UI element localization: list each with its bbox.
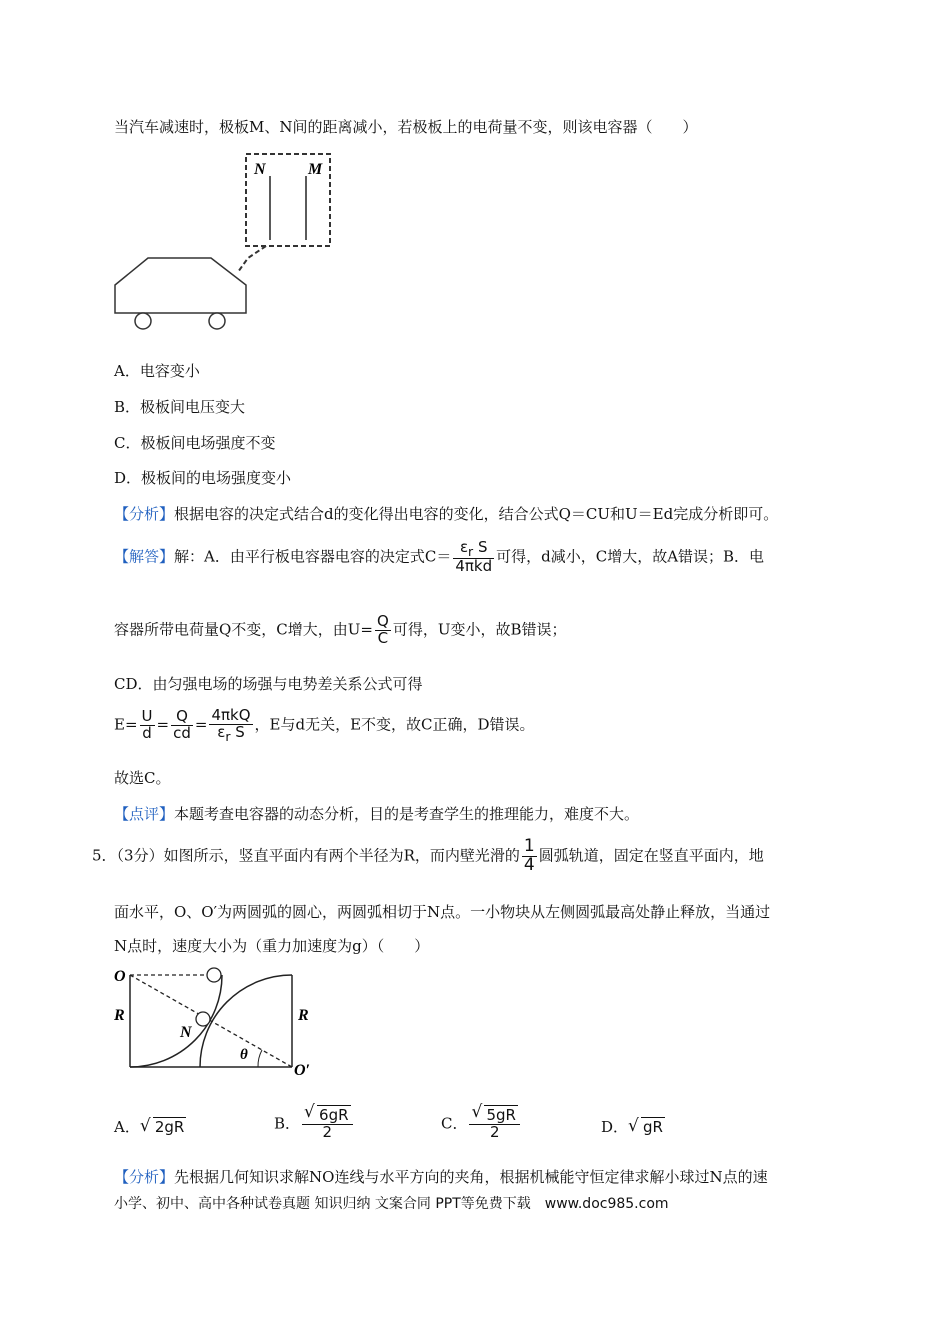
cap-den: 4πkd [455, 557, 493, 576]
eps-sub-2: r [225, 728, 231, 744]
b-fraction [302, 1102, 353, 1141]
comment-text: 本题考查电容器的动态分析，目的是考查学生的推理能力，难度不大。 [174, 805, 640, 823]
q4-option-b: B．极板间电压变大 [114, 398, 246, 416]
rad-6gr: 6gR [319, 1106, 349, 1124]
label-theta: θ [240, 1047, 248, 1063]
q-num-2: Q [171, 709, 193, 726]
eps-2: ε [217, 722, 226, 741]
answer-text-4-tail: ，E与d无关，E不变，故C正确，D错误。 [254, 715, 535, 734]
sqrt-2gr: √ 2gR [139, 1116, 185, 1136]
o-to-o-prime-line [130, 975, 292, 1067]
arc-track-figure [108, 965, 328, 1080]
d-den: d [142, 723, 152, 742]
q4-comment [114, 803, 639, 824]
label-r-right: R [298, 1007, 309, 1024]
theta-arc [258, 1050, 262, 1067]
q4-answer-line3: CD．由匀强电场的场强与电势差关系公式可得 [114, 675, 423, 693]
q5-stem-line2: 面水平，O、O′为两圆弧的圆心，两圆弧相切于N点。一小物块从左侧圆弧最高处静止释放，当通过 [114, 903, 771, 921]
sqrt-6gr: √ 6gR [304, 1102, 349, 1124]
analysis-tag: 【分析】 [114, 505, 175, 523]
page-footer: 小学、初中、高中各种试卷真题 知识归纳 文案合同 PPT等免费下载 www.doc985.com [114, 1196, 669, 1212]
eps-sub: r [468, 544, 474, 559]
c-den-2: 2 [489, 1123, 500, 1141]
4pikq-num: 4πkQ [211, 706, 251, 724]
label-n: N [254, 161, 266, 178]
area-s: S [477, 538, 488, 556]
answer-text-1b: 可得，d减小，C增大，故A错误；B．电 [496, 547, 765, 566]
label-m: M [308, 161, 323, 178]
answer-tag: 【解答】 [114, 547, 175, 566]
q4-option-d: D．极板间的电场强度变小 [114, 469, 292, 487]
area-s-2: S [235, 722, 245, 741]
q5-analysis-text: 先根据几何知识求解NO连线与水平方向的夹角，根据机械能守恒定律求解小球过N点的速 [174, 1168, 768, 1186]
block-start [207, 968, 221, 982]
sqrt-gr: √ gR [628, 1116, 663, 1136]
label-n-point: N [180, 1024, 192, 1041]
rad-5gr: 5gR [486, 1106, 516, 1124]
q4-answer-line2 [114, 614, 566, 647]
e-eq: E= [114, 715, 138, 734]
q5-stem-line3: N点时，速度大小为（重力加速度为g）（ ） [114, 937, 430, 955]
option-b-label: B． [274, 1114, 301, 1133]
q4-answer-line4 [114, 708, 535, 743]
q-over-cd [171, 709, 193, 742]
eps: ε [459, 538, 469, 556]
option-c-label: C． [441, 1114, 468, 1133]
q5-option-d [601, 1116, 665, 1137]
option-d-label: D． [601, 1118, 629, 1136]
q4-stem: 当汽车减速时，极板M、N间的距离减小，若极板上的电荷量不变，则该电容器（ ） [114, 118, 698, 136]
option-a-label: A． [114, 1118, 140, 1136]
wheel-rear [135, 313, 151, 329]
q-num: Q [377, 612, 389, 630]
quarter-den: 4 [523, 854, 535, 875]
cd-den: cd [173, 723, 191, 742]
b-den: 2 [322, 1123, 333, 1141]
label-r-left: R [114, 1007, 125, 1024]
u-over-d [140, 709, 155, 742]
car-capacitor-figure [108, 150, 338, 332]
u-num: U [141, 707, 153, 726]
rad-gr: gR [643, 1118, 663, 1136]
q4-option-a: A．电容变小 [114, 362, 200, 380]
comment-tag: 【点评】 [114, 805, 175, 823]
analysis-text: 根据电容的决定式结合d的变化得出电容的变化，结合公式Q＝CU和U＝Ed完成分析即可。 [174, 505, 779, 523]
sqrt-5gr: √ 5gR [471, 1102, 516, 1124]
q4-answer-line5: 故选C。 [114, 769, 171, 787]
capacitance-formula [453, 540, 494, 575]
eq-sign-2: = [194, 715, 208, 734]
wheel-front [209, 313, 225, 329]
label-o-prime: O′ [294, 1062, 311, 1079]
rad-2gr: 2gR [154, 1118, 185, 1136]
voltage-formula [375, 614, 391, 647]
q5-analysis [114, 1166, 768, 1187]
field-formula [209, 708, 252, 743]
q5-option-a [114, 1116, 186, 1137]
block-at-n [196, 1012, 210, 1026]
one-quarter [522, 838, 537, 875]
q5-option-b [274, 1102, 355, 1141]
car-body [115, 258, 246, 313]
quarter-num: 1 [523, 836, 535, 856]
q4-analysis [114, 503, 778, 524]
c-fraction [469, 1102, 520, 1141]
callout-line [238, 246, 266, 272]
label-o: O [114, 968, 126, 985]
answer-text-2b: 可得，U变小，故B错误； [392, 620, 567, 639]
answer-text-1a: 解：A．由平行板电容器电容的决定式C＝ [174, 547, 452, 566]
c-den: C [377, 628, 389, 647]
q5-stem-1b: 圆弧轨道，固定在竖直平面内，地 [538, 846, 764, 865]
q5-analysis-tag: 【分析】 [114, 1168, 175, 1186]
q4-option-c: C．极板间电场强度不变 [114, 434, 276, 452]
answer-text-2a: 容器所带电荷量Q不变，C增大，由U= [114, 620, 373, 639]
q4-answer-line1 [114, 540, 764, 575]
q5-stem-line1 [92, 838, 764, 875]
q5-option-c [441, 1102, 522, 1141]
q5-stem-1a: 5．（3分）如图所示，竖直平面内有两个半径为R，而内壁光滑的 [92, 846, 520, 865]
eq-sign-1: = [156, 715, 170, 734]
